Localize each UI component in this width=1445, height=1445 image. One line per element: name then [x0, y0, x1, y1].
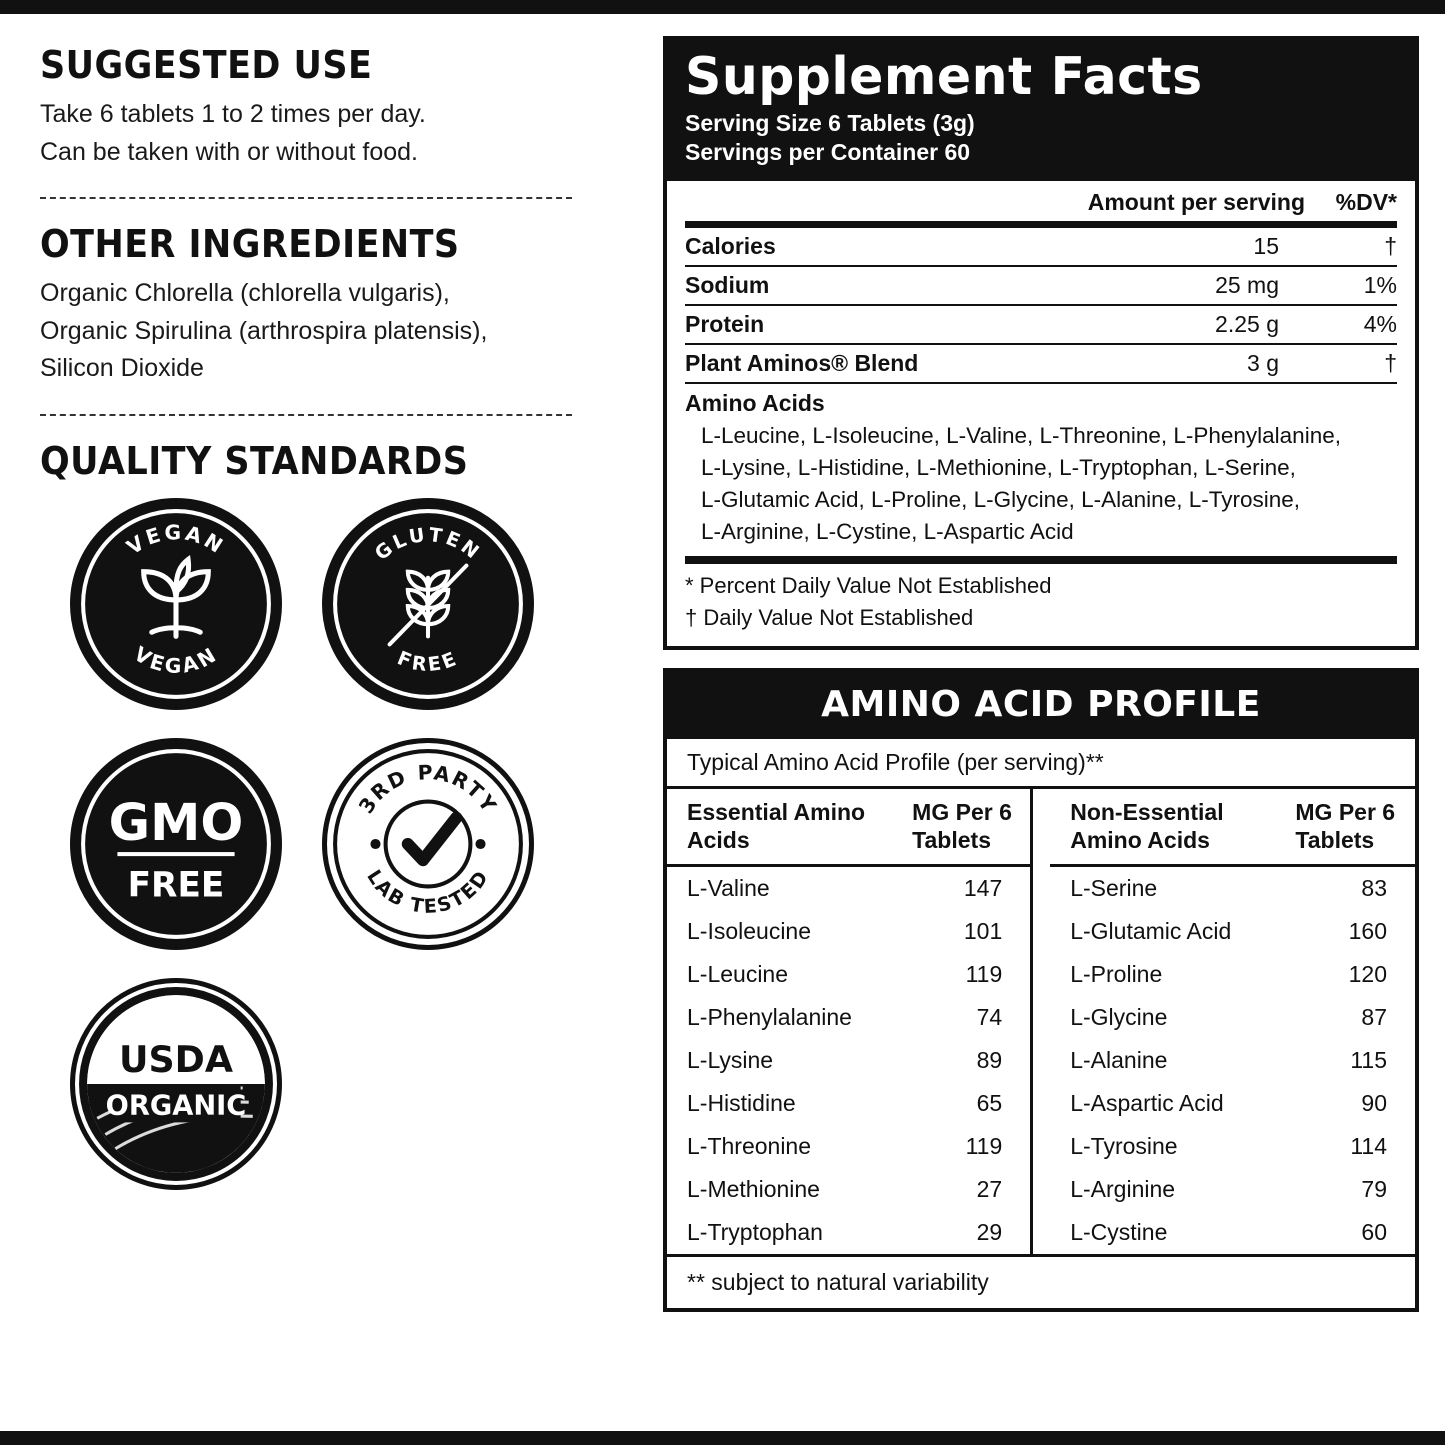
svg-text:LAB TESTED: LAB TESTED: [362, 864, 494, 918]
table-row: [685, 266, 1397, 305]
usda-organic-badge-icon: [70, 978, 282, 1190]
serving-size: Serving Size 6 Tablets (3g): [685, 109, 975, 136]
col-header-essential: Essential Amino Acids: [667, 789, 898, 866]
column-gap: [1032, 953, 1050, 996]
row-dv: 1%: [1305, 266, 1397, 305]
essential-name: L-Histidine: [687, 1090, 796, 1117]
third-party-lab-tested-badge-icon: [322, 738, 534, 950]
non-essential-name: L-Alanine: [1070, 1047, 1168, 1074]
row-name: Calories: [685, 225, 1006, 267]
footnote-daily-value: † Daily Value Not Established: [685, 605, 974, 631]
top-border-bar: [0, 0, 1445, 14]
svg-text:VEGAN: VEGAN: [129, 641, 223, 678]
bottom-border-bar: [0, 1431, 1445, 1445]
suggested-use-line-2: Can be taken with or without food.: [40, 137, 419, 166]
table-row: [685, 344, 1397, 382]
non-essential-name: L-Arginine: [1070, 1176, 1176, 1203]
amino-line: L-Lysine, L-Histidine, L-Methionine, L-Tryptophan, L-Serine,: [701, 455, 1296, 481]
nutrition-header-row: [685, 181, 1397, 225]
row-amount: 2.25 g: [1006, 305, 1305, 344]
amino-acid-profile-panel: [663, 668, 1419, 1312]
suggested-use-section: [40, 43, 641, 171]
svg-text:VEGAN: VEGAN: [122, 519, 230, 559]
supplement-facts-header: [667, 40, 1415, 181]
svg-text:GMO: GMO: [108, 792, 244, 852]
non-essential-name: L-Cystine: [1070, 1219, 1168, 1246]
col-header-essential-mg: MG Per 6 Tablets: [898, 789, 1032, 866]
divider-2: [40, 414, 572, 416]
divider-1: [40, 197, 572, 199]
table-row: [667, 1211, 1415, 1254]
column-gap: [1032, 1082, 1050, 1125]
amino-profile-footnote: ** subject to natural variability: [667, 1254, 1415, 1308]
essential-mg: 29: [898, 1211, 1032, 1254]
column-gap: [1032, 1211, 1050, 1254]
amino-line: L-Arginine, L-Cystine, L-Aspartic Acid: [701, 519, 1074, 545]
row-amount: 15: [1006, 225, 1305, 267]
essential-name: L-Valine: [687, 875, 770, 902]
table-row: [685, 225, 1397, 267]
row-name: Sodium: [685, 266, 1006, 305]
col-header-non-essential-mg: MG Per 6 Tablets: [1281, 789, 1415, 866]
table-row: [667, 1168, 1415, 1211]
amino-acids-block: [685, 382, 1397, 548]
non-essential-name: L-Aspartic Acid: [1070, 1090, 1224, 1117]
non-essential-mg: 87: [1361, 1004, 1387, 1031]
other-ingredients-section: [40, 222, 641, 388]
column-gap: [1032, 910, 1050, 953]
supplement-facts-body: [667, 181, 1415, 646]
amount-per-serving-header: Amount per serving: [1087, 189, 1305, 216]
essential-mg: 65: [898, 1082, 1032, 1125]
non-essential-mg: 120: [1348, 961, 1387, 988]
essential-name: L-Lysine: [687, 1047, 774, 1074]
suggested-use-line-1: Take 6 tablets 1 to 2 times per day.: [40, 100, 426, 128]
col-header-non-essential: Non-Essential Amino Acids: [1050, 789, 1281, 866]
footnote-percent-dv: * Percent Daily Value Not Established: [685, 573, 1052, 599]
row-amount: 25 mg: [1006, 266, 1305, 305]
essential-name: L-Leucine: [687, 961, 789, 988]
non-essential-mg: 90: [1361, 1090, 1387, 1117]
supplement-facts-footnotes: [685, 556, 1397, 634]
dv-header: %DV*: [1335, 189, 1397, 216]
non-essential-mg: 83: [1361, 875, 1387, 902]
row-amount: 3 g: [1006, 344, 1305, 382]
quality-standards-section: [40, 438, 641, 1190]
non-essential-name: L-Proline: [1070, 961, 1163, 988]
suggested-use-heading: SUGGESTED USE: [40, 43, 373, 87]
column-gap: [1032, 1039, 1050, 1082]
right-column: [651, 36, 1419, 1421]
essential-name: L-Isoleucine: [687, 918, 812, 945]
suggested-use-text: [40, 96, 641, 171]
non-essential-mg: 79: [1361, 1176, 1387, 1203]
supplement-facts-title: Supplement Facts: [685, 47, 1203, 107]
content-columns: [0, 14, 1445, 1431]
table-row: [667, 1082, 1415, 1125]
svg-text:FREE: FREE: [127, 865, 225, 906]
servings-per-container: Servings per Container 60: [685, 139, 971, 166]
row-name: Protein: [685, 305, 1006, 344]
gluten-free-badge-icon: [322, 498, 534, 710]
vegan-badge-icon: [70, 498, 282, 710]
amino-acids-heading: Amino Acids: [685, 390, 825, 417]
badge-row-3: [40, 978, 560, 1190]
other-ingredients-heading: OTHER INGREDIENTS: [40, 222, 460, 266]
row-dv: †: [1305, 344, 1397, 382]
svg-text:GLUTEN: GLUTEN: [370, 522, 486, 565]
other-ingredients-line-1: Organic Chlorella (chlorella vulgaris),: [40, 279, 450, 307]
gmo-free-badge-icon: [70, 738, 282, 950]
non-essential-mg: 160: [1348, 918, 1387, 945]
quality-standards-heading: QUALITY STANDARDS: [40, 438, 469, 483]
table-row: [667, 1039, 1415, 1082]
table-row: [667, 953, 1415, 996]
non-essential-mg: 115: [1350, 1047, 1387, 1074]
svg-text:ORGANIC: ORGANIC: [105, 1089, 247, 1121]
amino-profile-header-row: [667, 789, 1415, 866]
amino-acid-profile-caption: Typical Amino Acid Profile (per serving)**: [667, 739, 1415, 789]
essential-mg: 119: [898, 953, 1032, 996]
non-essential-mg: 60: [1361, 1219, 1387, 1246]
amino-acids-list: [685, 420, 1397, 548]
svg-text:FREE: FREE: [394, 645, 462, 676]
essential-mg: 119: [898, 1125, 1032, 1168]
svg-text:3RD PARTY: 3RD PARTY: [353, 759, 503, 818]
other-ingredients-line-2: Organic Spirulina (arthrospira platensis),: [40, 316, 488, 345]
non-essential-name: L-Glutamic Acid: [1070, 918, 1232, 945]
non-essential-name: L-Glycine: [1070, 1004, 1168, 1031]
badge-row-2: [40, 738, 560, 950]
table-row: [667, 866, 1415, 911]
essential-mg: 27: [898, 1168, 1032, 1211]
other-ingredients-text: [40, 275, 641, 388]
essential-mg: 147: [898, 866, 1032, 911]
essential-mg: 89: [898, 1039, 1032, 1082]
essential-name: L-Methionine: [687, 1176, 820, 1203]
essential-name: L-Tryptophan: [687, 1219, 823, 1246]
row-name: Plant Aminos® Blend: [685, 344, 1006, 382]
amino-line: L-Leucine, L-Isoleucine, L-Valine, L-Threonine, L-Phenylalanine,: [701, 423, 1341, 449]
column-gap: [1032, 996, 1050, 1039]
left-column: [26, 36, 651, 1421]
essential-name: L-Phenylalanine: [687, 1004, 852, 1031]
table-row: [667, 910, 1415, 953]
non-essential-mg: 114: [1350, 1133, 1387, 1160]
column-gap: [1032, 866, 1050, 911]
other-ingredients-line-3: Silicon Dioxide: [40, 354, 204, 382]
svg-text:USDA: USDA: [118, 1037, 234, 1081]
row-dv: 4%: [1305, 305, 1397, 344]
table-row: [667, 996, 1415, 1039]
column-gap: [1032, 1168, 1050, 1211]
non-essential-name: L-Tyrosine: [1070, 1133, 1178, 1160]
column-gap: [1032, 789, 1050, 866]
table-row: [685, 305, 1397, 344]
amino-acid-profile-title: AMINO ACID PROFILE: [667, 672, 1415, 739]
quality-badges: [40, 498, 560, 1190]
nutrition-table: [685, 181, 1397, 382]
badge-row-1: [40, 498, 560, 710]
table-row: [667, 1125, 1415, 1168]
essential-mg: 74: [898, 996, 1032, 1039]
essential-mg: 101: [898, 910, 1032, 953]
column-gap: [1032, 1125, 1050, 1168]
amino-line: L-Glutamic Acid, L-Proline, L-Glycine, L-Alanine, L-Tyrosine,: [701, 487, 1300, 513]
non-essential-name: L-Serine: [1070, 875, 1158, 902]
row-dv: †: [1305, 225, 1397, 267]
essential-name: L-Threonine: [687, 1133, 812, 1160]
supplement-facts-panel: [663, 36, 1419, 650]
amino-acid-profile-table: [667, 789, 1415, 1254]
